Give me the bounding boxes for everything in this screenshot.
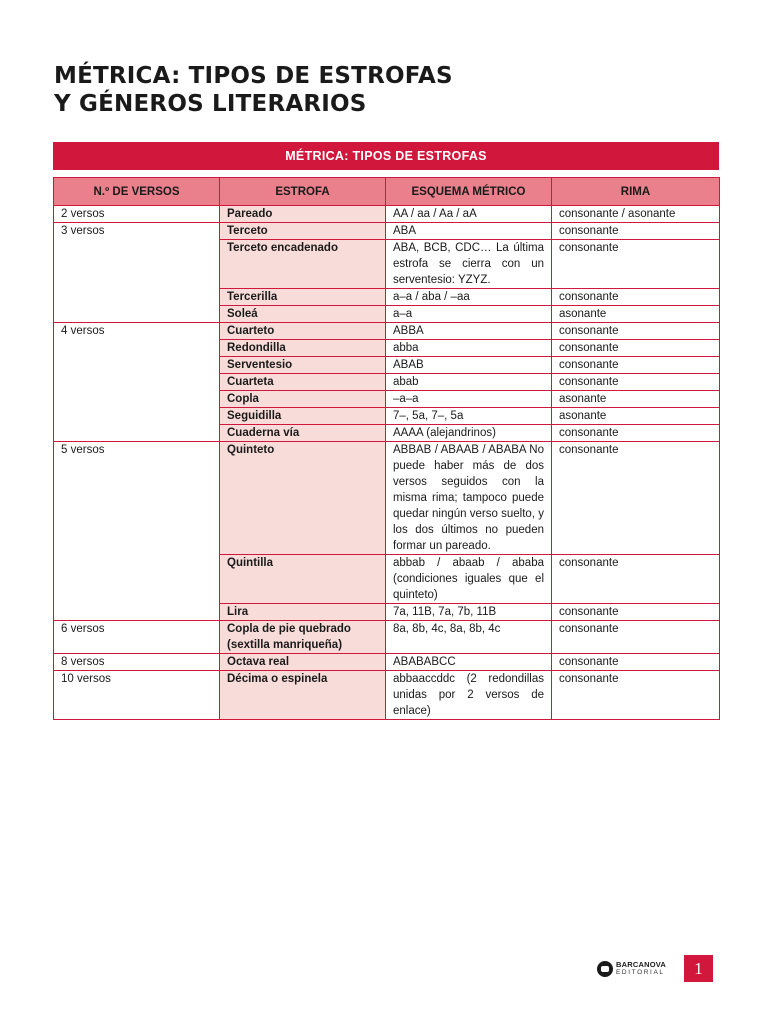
page-number: 1 — [684, 955, 713, 982]
rhyme-type-cell: consonante — [552, 340, 720, 357]
table-header-row — [54, 178, 720, 206]
metric-scheme-cell: ABAB — [386, 357, 552, 374]
stanza-name-cell: Copla de pie quebrado (sextilla manriqueña) — [220, 621, 386, 654]
verse-count-cell: 4 versos — [54, 323, 220, 442]
rhyme-type-cell: consonante / asonante — [552, 206, 720, 223]
rhyme-type-cell: consonante — [552, 425, 720, 442]
verse-count-cell: 2 versos — [54, 206, 220, 223]
rhyme-type-cell: consonante — [552, 323, 720, 340]
stanza-name-cell: Cuarteto — [220, 323, 386, 340]
verse-count-cell: 8 versos — [54, 654, 220, 671]
barcanova-logo-icon — [597, 961, 613, 977]
metric-scheme-cell: 7–, 5a, 7–, 5a — [386, 408, 552, 425]
metric-scheme-cell: AA / aa / Aa / aA — [386, 206, 552, 223]
metric-scheme-cell: abba — [386, 340, 552, 357]
stanza-name-cell: Serventesio — [220, 357, 386, 374]
rhyme-type-cell: consonante — [552, 621, 720, 654]
rhyme-type-cell: consonante — [552, 555, 720, 604]
rhyme-type-cell: asonante — [552, 391, 720, 408]
metric-scheme-cell: a–a — [386, 306, 552, 323]
table-row — [54, 206, 720, 223]
rhyme-type-cell: consonante — [552, 289, 720, 306]
publisher-logo — [597, 960, 666, 978]
metric-scheme-cell: ABA — [386, 223, 552, 240]
stanza-name-cell: Pareado — [220, 206, 386, 223]
column-header-metric-scheme: ESQUEMA MÉTRICO — [386, 178, 552, 206]
page-title-line-2: Y GÉNEROS LITERARIOS — [54, 91, 367, 117]
rhyme-type-cell: consonante — [552, 240, 720, 289]
stanza-name-cell: Terceto encadenado — [220, 240, 386, 289]
table-body — [54, 206, 720, 720]
stanza-name-cell: Lira — [220, 604, 386, 621]
stanza-name-cell: Soleá — [220, 306, 386, 323]
rhyme-type-cell: consonante — [552, 604, 720, 621]
publisher-wordmark — [616, 961, 666, 977]
publisher-subtitle: EDITORIAL — [616, 969, 665, 976]
stanza-name-cell: Copla — [220, 391, 386, 408]
table-row — [54, 223, 720, 240]
rhyme-type-cell: consonante — [552, 442, 720, 555]
metric-scheme-cell: abbab / abaab / ababa (condiciones iguales que el quinteto) — [386, 555, 552, 604]
metric-scheme-cell: AAAA (alejandrinos) — [386, 425, 552, 442]
rhyme-type-cell: consonante — [552, 223, 720, 240]
stanza-name-cell: Seguidilla — [220, 408, 386, 425]
metric-scheme-cell: 8a, 8b, 4c, 8a, 8b, 4c — [386, 621, 552, 654]
table-row — [54, 323, 720, 340]
rhyme-type-cell: consonante — [552, 374, 720, 391]
stanza-name-cell: Quinteto — [220, 442, 386, 555]
metric-scheme-cell: a–a / aba / –aa — [386, 289, 552, 306]
stanza-name-cell: Redondilla — [220, 340, 386, 357]
metric-scheme-cell: 7a, 11B, 7a, 7b, 11B — [386, 604, 552, 621]
column-header-rhyme: RIMA — [552, 178, 720, 206]
stanza-name-cell: Cuaderna vía — [220, 425, 386, 442]
rhyme-type-cell: asonante — [552, 306, 720, 323]
metrics-table — [53, 177, 720, 720]
verse-count-cell: 10 versos — [54, 671, 220, 720]
table-row — [54, 442, 720, 555]
rhyme-type-cell: consonante — [552, 654, 720, 671]
stanza-name-cell: Tercerilla — [220, 289, 386, 306]
rhyme-type-cell: asonante — [552, 408, 720, 425]
metric-scheme-cell: ABA, BCB, CDC… La última estrofa se cierra con un serventesio: YZYZ. — [386, 240, 552, 289]
metric-scheme-cell: ABBAB / ABAAB / ABABA No puede haber más de dos versos seguidos con la misma rima; tampoco puede quedar ningún verso suelto, y los dos últimos no pueden formar un pareado. — [386, 442, 552, 555]
metric-scheme-cell: ABBA — [386, 323, 552, 340]
verse-count-cell: 3 versos — [54, 223, 220, 323]
column-header-stanza: ESTROFA — [220, 178, 386, 206]
page-title — [54, 62, 453, 118]
page-title-line-1: MÉTRICA: TIPOS DE ESTROFAS — [54, 63, 453, 89]
metric-scheme-cell: abbaaccddc (2 redondillas unidas por 2 versos de enlace) — [386, 671, 552, 720]
table-row — [54, 654, 720, 671]
rhyme-type-cell: consonante — [552, 357, 720, 374]
column-header-verse-count: N.º DE VERSOS — [54, 178, 220, 206]
stanza-name-cell: Terceto — [220, 223, 386, 240]
stanza-name-cell: Octava real — [220, 654, 386, 671]
metric-scheme-cell: abab — [386, 374, 552, 391]
table-row — [54, 621, 720, 654]
rhyme-type-cell: consonante — [552, 671, 720, 720]
stanza-name-cell: Quintilla — [220, 555, 386, 604]
verse-count-cell: 5 versos — [54, 442, 220, 621]
metric-scheme-cell: –a–a — [386, 391, 552, 408]
verse-count-cell: 6 versos — [54, 621, 220, 654]
publisher-name: BARCANOVA — [616, 960, 666, 969]
metric-scheme-cell: ABABABCC — [386, 654, 552, 671]
stanza-name-cell: Cuarteta — [220, 374, 386, 391]
table-row — [54, 671, 720, 720]
stanza-name-cell: Décima o espinela — [220, 671, 386, 720]
table-banner: MÉTRICA: TIPOS DE ESTROFAS — [53, 142, 719, 170]
